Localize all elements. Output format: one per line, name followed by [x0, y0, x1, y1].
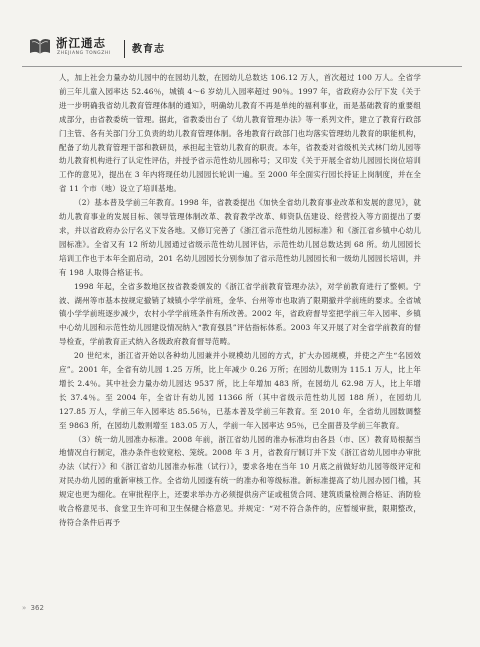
- paragraph: （3）统一幼儿园准办标准。2008 年前，浙江省幼儿园的准办标准均由各县（市、区）教育局根据当地情况自行制定，准办条件也较宽松、笼统。2008 年 3 月，省教育厅制订并下发《浙江省幼儿园申办审批办法（试行）》和《浙江省幼儿园准办标准（试行）》，要求各地在当年 10 月底之前做好幼儿园等级评定和对民办幼儿园的重新审核工作。全省幼儿园遂有统一的准办和等级标准。新标准提高了幼儿园办园门槛，其规定也更为细化。在审批程序上，还要求举办方必须提供房产证或租赁合同、建筑质量检测合格证、消防验收合格意见书、食堂卫生许可和卫生保健合格意见。并规定：“对不符合条件的，应暂缓审批，限期整改，待符合条件后再予: [59, 434, 421, 527]
- page-marker: »: [22, 604, 26, 612]
- paragraph-continued: 人，加上社会力量办幼儿园中的在园幼儿数，在园幼儿总数达 106.12 万人，首次超过 100 万人。全省学前三年儿童入园率达 52.46％，城镇 4～6 岁幼儿入园率超过 90％。1997 年，省政府办公厅下发《关于进一步明确我省幼儿教育管理体制的通知》，明确幼儿教育不再是单纯的福利事业，而是基础教育的重要组成部分，由省教委统一管理。据此，省教委出台了《幼儿教育管理办法》等一系列文件，建立了教育行政部门主管、各有关部门分工负责的幼儿教育管理体制。各地教育行政部门也均落实管理幼儿教育的职能机构，配备了幼儿教育管理干部和教研员，承担起主管幼儿教育的职责。本年，省教委对省级机关式林门幼儿园等幼儿教育机构进行了认定性评估，并授予省示范性幼儿园称号；又印发《关于开展全省幼儿园园长岗位培训工作的意见》，提出在 3 年内将现任幼儿园园长轮训一遍。至 2000 年全面实行园长持证上岗制度，并在全省 11 个市（地）设立了培训基地。: [59, 73, 421, 194]
- series-logo-subtitle: ZHEJIANG TONGZHI: [57, 51, 111, 56]
- page-number: 362: [30, 604, 44, 612]
- section-title: 教育志: [132, 44, 165, 55]
- header-rule: [22, 66, 462, 67]
- paragraph: 20 世纪末，浙江省开始以各种幼儿园兼并小规模幼儿园的方式，扩大办园规模，并使之产生“名园效应”。2001 年，全省有幼儿园 1.25 万所，比上年减少 0.26 万所；在园幼儿数则为 115.1 万人，比上年增长 2.4％。其中社会力量办幼儿园达 9537 所，比上年增加 483 所，在园幼儿 62.98 万人，比上年增长 37.4％。至 2004 年，全省计有幼儿园 11366 所（其中省级示范性幼儿园 188 所），在园幼儿 127.85 万人，学前三年入园率达 85.56％，已基本普及学前三年教育。至 2010 年，全省幼儿园数调整至 9863 所，在园幼儿数则增至 183.05 万人，学前一年入园率达 95％，已全面普及学前三年教育。: [59, 351, 421, 430]
- book-logo-icon: [28, 36, 52, 56]
- page-header: [22, 30, 462, 70]
- series-logo-title: 浙江通志: [56, 36, 106, 50]
- header-divider: [124, 40, 125, 58]
- body-text: [59, 71, 421, 530]
- page-footer: [22, 604, 44, 612]
- paragraph: （2）基本普及学前三年教育。1998 年，省教委提出《加快全省幼儿教育事业改革和发展的意见》，就幼儿教育事业的发展目标、领导管理体制改革、教育教学改革、师资队伍建设、经营投入等方面提出了要求，并以省政府办公厅名义下发各地。又修订完善了《浙江省示范性幼儿园标准》和《浙江省乡镇中心幼儿园标准》。全省又有 12 所幼儿园通过省级示范性幼儿园评估，示范性幼儿园总数达到 68 所。幼儿园园长培训工作也于本年全面启动，201 名幼儿园园长分别参加了省示范性幼儿园园长和一级幼儿园园长培训，并有 198 人取得合格证书。: [59, 198, 421, 277]
- paragraph: 1998 年起，全省多数地区按省教委颁发的《浙江省学前教育管理办法》，对学前教育进行了整顿。宁波、湖州等市基本按规定撤销了城镇小学学前班，金华、台州等市也取消了限期撤并学前班的要求。全省城镇小学学前班逐步减少，农村小学学前班条件有所改善。2002 年，省政府督导室把学前三年入园率、乡镇中心幼儿园和示范性幼儿园建设情况纳入“教育强县”评估指标体系。2003 年又开展了对全省学前教育的督导检查，学前教育正式纳入各级政府教育督导范畴。: [59, 281, 421, 347]
